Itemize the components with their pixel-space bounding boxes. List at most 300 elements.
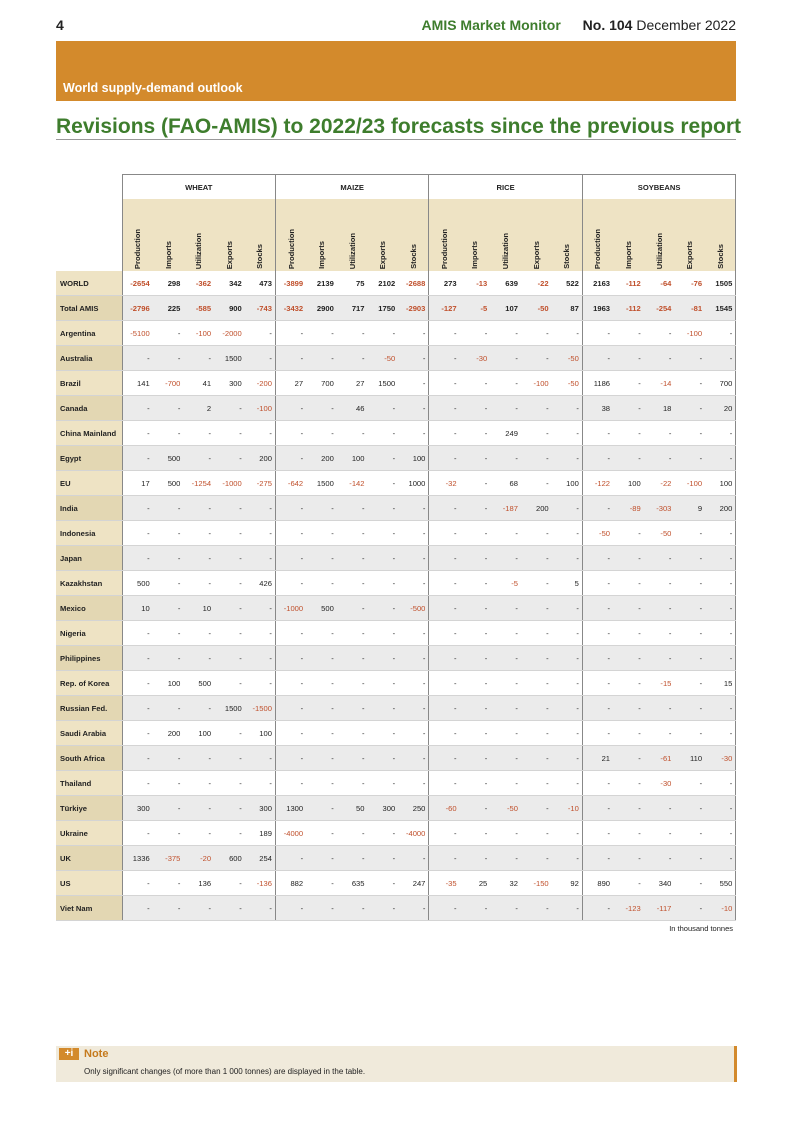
table-cell: 249 <box>490 421 521 446</box>
variable-header-label: Production <box>439 228 449 269</box>
table-cell: - <box>613 846 644 871</box>
variable-header-label: Exports <box>224 240 234 269</box>
table-cell: -14 <box>644 371 675 396</box>
table-cell: - <box>153 896 184 921</box>
table-cell: - <box>674 421 705 446</box>
table-cell: - <box>490 396 521 421</box>
table-cell: - <box>275 621 306 646</box>
table-cell: - <box>674 546 705 571</box>
table-cell: -89 <box>613 496 644 521</box>
table-cell: - <box>644 596 675 621</box>
table-cell: - <box>490 846 521 871</box>
table-cell: - <box>674 371 705 396</box>
table-cell: - <box>552 446 583 471</box>
country-name: EU <box>56 471 122 496</box>
table-cell: - <box>521 471 552 496</box>
table-cell: 10 <box>122 596 153 621</box>
table-cell: - <box>429 896 460 921</box>
country-name: Canada <box>56 396 122 421</box>
table-cell: - <box>644 321 675 346</box>
table-cell: - <box>552 421 583 446</box>
table-cell: -1000 <box>275 596 306 621</box>
table-cell: - <box>460 646 491 671</box>
table-cell: -4000 <box>275 821 306 846</box>
table-cell: - <box>674 721 705 746</box>
table-cell: - <box>214 771 245 796</box>
table-cell: 635 <box>337 871 368 896</box>
table-cell: - <box>490 821 521 846</box>
table-cell: - <box>705 821 736 846</box>
table-cell: 2139 <box>306 271 337 296</box>
table-cell: 41 <box>183 371 214 396</box>
table-cell: - <box>521 621 552 646</box>
table-cell: - <box>705 321 736 346</box>
table-cell: - <box>183 896 214 921</box>
table-cell: 473 <box>245 271 276 296</box>
variable-header <box>306 199 337 271</box>
table-cell: -76 <box>674 271 705 296</box>
table-cell: - <box>306 696 337 721</box>
table-cell: - <box>644 571 675 596</box>
table-cell: - <box>214 521 245 546</box>
table-cell: - <box>521 571 552 596</box>
table-cell: - <box>613 346 644 371</box>
table-cell: - <box>490 746 521 771</box>
table-row <box>56 371 736 396</box>
variable-header <box>613 199 644 271</box>
table-cell: - <box>183 346 214 371</box>
table-cell: - <box>705 646 736 671</box>
table-cell: - <box>306 796 337 821</box>
table-row <box>56 646 736 671</box>
country-name: Russian Fed. <box>56 696 122 721</box>
table-cell: - <box>613 521 644 546</box>
table-cell: -10 <box>552 796 583 821</box>
table-cell: - <box>644 621 675 646</box>
table-cell: 1300 <box>275 796 306 821</box>
table-cell: -112 <box>613 271 644 296</box>
table-cell: - <box>552 596 583 621</box>
table-cell: - <box>245 746 276 771</box>
table-cell: 1500 <box>368 371 399 396</box>
variable-header-label: Utilization <box>347 232 357 269</box>
table-cell: - <box>153 596 184 621</box>
table-cell: -3899 <box>275 271 306 296</box>
table-cell: 300 <box>368 796 399 821</box>
table-cell: - <box>582 571 613 596</box>
table-cell: - <box>644 721 675 746</box>
table-cell: -150 <box>521 871 552 896</box>
commodity-header: RICE <box>429 175 582 200</box>
table-cell: 426 <box>245 571 276 596</box>
table-cell: - <box>490 721 521 746</box>
table-cell: - <box>429 671 460 696</box>
table-cell: - <box>214 871 245 896</box>
table-cell: - <box>674 696 705 721</box>
table-cell: -100 <box>674 471 705 496</box>
table-cell: - <box>122 646 153 671</box>
table-cell: - <box>398 621 429 646</box>
table-cell: 100 <box>552 471 583 496</box>
table-cell: - <box>613 596 644 621</box>
table-cell: - <box>337 671 368 696</box>
table-cell: -275 <box>245 471 276 496</box>
table-cell: - <box>214 896 245 921</box>
table-cell: - <box>368 321 399 346</box>
table-cell: 550 <box>705 871 736 896</box>
table-cell: - <box>337 721 368 746</box>
table-cell: - <box>490 896 521 921</box>
table-cell: - <box>674 796 705 821</box>
variable-header-label: Production <box>593 228 603 269</box>
variable-header-label: Utilization <box>194 232 204 269</box>
table-cell: -3432 <box>275 296 306 321</box>
table-cell: 189 <box>245 821 276 846</box>
table-cell: - <box>552 821 583 846</box>
variable-header <box>552 199 583 271</box>
table-cell: - <box>613 321 644 346</box>
table-cell: -4000 <box>398 821 429 846</box>
table-cell: - <box>613 646 644 671</box>
table-cell: - <box>582 446 613 471</box>
table-cell: - <box>245 896 276 921</box>
table-cell: 1336 <box>122 846 153 871</box>
table-cell: - <box>613 821 644 846</box>
table-cell: - <box>245 646 276 671</box>
table-cell: 20 <box>705 396 736 421</box>
table-cell: - <box>705 446 736 471</box>
table-cell: - <box>153 646 184 671</box>
table-cell: 92 <box>552 871 583 896</box>
table-cell: - <box>582 346 613 371</box>
table-cell: -1254 <box>183 471 214 496</box>
table-cell: - <box>153 696 184 721</box>
variable-header <box>368 199 399 271</box>
table-cell: - <box>153 421 184 446</box>
table-cell: - <box>245 546 276 571</box>
table-cell: - <box>153 571 184 596</box>
country-name: Egypt <box>56 446 122 471</box>
table-cell: - <box>275 721 306 746</box>
table-cell: -2654 <box>122 271 153 296</box>
table-cell: - <box>460 721 491 746</box>
table-cell: - <box>674 396 705 421</box>
table-cell: 700 <box>306 371 337 396</box>
note-text: Only significant changes (of more than 1 000 tonnes) are displayed in the table. <box>84 1067 366 1076</box>
country-name: Ukraine <box>56 821 122 846</box>
table-cell: 1500 <box>306 471 337 496</box>
table-cell: - <box>368 521 399 546</box>
table-cell: - <box>521 846 552 871</box>
table-cell: - <box>521 671 552 696</box>
table-cell: - <box>460 821 491 846</box>
table-cell: - <box>245 496 276 521</box>
revisions-table <box>56 174 736 921</box>
variable-header-label: Utilization <box>654 232 664 269</box>
table-cell: - <box>306 771 337 796</box>
table-cell: - <box>368 596 399 621</box>
table-cell: - <box>368 871 399 896</box>
table-cell: - <box>214 746 245 771</box>
table-cell: -5 <box>490 571 521 596</box>
table-cell: - <box>582 846 613 871</box>
table-cell: - <box>214 721 245 746</box>
table-cell: - <box>429 696 460 721</box>
commodity-header: SOYBEANS <box>582 175 735 200</box>
table-cell: - <box>521 521 552 546</box>
table-cell: - <box>552 896 583 921</box>
table-cell: - <box>582 721 613 746</box>
table-cell: - <box>613 396 644 421</box>
table-cell: -743 <box>245 296 276 321</box>
country-name: India <box>56 496 122 521</box>
table-cell: - <box>398 746 429 771</box>
publication-title: AMIS Market Monitor <box>421 17 561 33</box>
table-cell: - <box>613 621 644 646</box>
table-cell: - <box>337 571 368 596</box>
table-cell: -50 <box>490 796 521 821</box>
table-cell: -2796 <box>122 296 153 321</box>
table-cell: 17 <box>122 471 153 496</box>
table-cell: - <box>153 746 184 771</box>
table-cell: - <box>368 496 399 521</box>
table-cell: - <box>122 346 153 371</box>
table-cell: -22 <box>644 471 675 496</box>
table-cell: -362 <box>183 271 214 296</box>
table-cell: - <box>521 346 552 371</box>
table-cell: - <box>398 321 429 346</box>
note-title: Note <box>84 1048 109 1060</box>
table-cell: - <box>490 771 521 796</box>
table-cell: 300 <box>122 796 153 821</box>
table-cell: - <box>490 521 521 546</box>
table-cell: 500 <box>153 446 184 471</box>
table-cell: - <box>368 446 399 471</box>
country-name: Nigeria <box>56 621 122 646</box>
table-cell: - <box>705 721 736 746</box>
table-cell: - <box>337 321 368 346</box>
table-cell: 225 <box>153 296 184 321</box>
country-name: Viet Nam <box>56 896 122 921</box>
table-cell: -20 <box>183 846 214 871</box>
blank-corner <box>56 199 122 271</box>
table-cell: - <box>306 746 337 771</box>
table-cell: - <box>122 746 153 771</box>
table-cell: - <box>306 546 337 571</box>
table-cell: - <box>552 671 583 696</box>
variable-header <box>460 199 491 271</box>
table-cell: -142 <box>337 471 368 496</box>
table-row <box>56 546 736 571</box>
table-cell: - <box>674 646 705 671</box>
title-divider <box>56 139 736 140</box>
variable-header <box>674 199 705 271</box>
table-cell: - <box>275 896 306 921</box>
country-name: Japan <box>56 546 122 571</box>
table-cell: 882 <box>275 871 306 896</box>
table-cell: -123 <box>613 896 644 921</box>
table-cell: - <box>368 721 399 746</box>
table-cell: 200 <box>153 721 184 746</box>
table-cell: -2688 <box>398 271 429 296</box>
table-cell: - <box>582 596 613 621</box>
table-cell: - <box>275 346 306 371</box>
table-cell: -22 <box>521 271 552 296</box>
table-cell: - <box>705 346 736 371</box>
table-cell: - <box>460 371 491 396</box>
table-cell: -200 <box>245 371 276 396</box>
table-cell: 15 <box>705 671 736 696</box>
table-cell: -127 <box>429 296 460 321</box>
table-row <box>56 846 736 871</box>
variable-header <box>183 199 214 271</box>
table-cell: 2163 <box>582 271 613 296</box>
table-cell: - <box>644 346 675 371</box>
country-name: Kazakhstan <box>56 571 122 596</box>
table-cell: 522 <box>552 271 583 296</box>
table-cell: - <box>306 321 337 346</box>
table-cell: 247 <box>398 871 429 896</box>
table-cell: - <box>245 771 276 796</box>
table-cell: - <box>337 421 368 446</box>
table-cell: - <box>460 771 491 796</box>
table-cell: - <box>153 621 184 646</box>
table-cell: 27 <box>275 371 306 396</box>
table-row <box>56 671 736 696</box>
table-row <box>56 471 736 496</box>
variable-header-label: Imports <box>470 241 480 269</box>
issue-date: December 2022 <box>636 17 736 33</box>
table-cell: 1500 <box>214 696 245 721</box>
table-cell: - <box>122 446 153 471</box>
table-cell: - <box>644 446 675 471</box>
table-cell: - <box>306 646 337 671</box>
table-cell: - <box>521 896 552 921</box>
table-cell: - <box>521 396 552 421</box>
table-cell: - <box>582 821 613 846</box>
table-cell: - <box>183 546 214 571</box>
commodity-header-row <box>56 175 736 200</box>
table-row <box>56 346 736 371</box>
table-cell: - <box>153 521 184 546</box>
table-cell: 1545 <box>705 296 736 321</box>
table-row <box>56 496 736 521</box>
table-cell: - <box>552 496 583 521</box>
table-cell: 100 <box>183 721 214 746</box>
table-cell: 100 <box>398 446 429 471</box>
page-number: 4 <box>56 17 64 33</box>
table-cell: - <box>183 521 214 546</box>
table-cell: - <box>460 596 491 621</box>
table-cell: - <box>337 771 368 796</box>
info-icon: +i <box>59 1048 79 1060</box>
table-cell: - <box>122 496 153 521</box>
table-cell: 700 <box>705 371 736 396</box>
table-cell: 100 <box>153 671 184 696</box>
issue-number: No. 104 <box>582 17 633 33</box>
table-cell: - <box>368 771 399 796</box>
table-cell: - <box>705 596 736 621</box>
table-cell: 9 <box>674 496 705 521</box>
table-cell: 110 <box>674 746 705 771</box>
variable-header-label: Imports <box>623 241 633 269</box>
table-cell: - <box>613 571 644 596</box>
table-cell: - <box>521 546 552 571</box>
table-cell: - <box>183 421 214 446</box>
table-cell: - <box>153 346 184 371</box>
table-cell: - <box>368 646 399 671</box>
table-cell: 100 <box>337 446 368 471</box>
variable-header-label: Stocks <box>715 244 725 269</box>
table-cell: - <box>644 796 675 821</box>
variable-header <box>214 199 245 271</box>
table-cell: 2 <box>183 396 214 421</box>
variable-header-label: Exports <box>531 240 541 269</box>
variable-header <box>275 199 306 271</box>
table-cell: - <box>552 746 583 771</box>
country-name: South Africa <box>56 746 122 771</box>
table-cell: - <box>521 696 552 721</box>
table-row <box>56 721 736 746</box>
table-cell: - <box>214 671 245 696</box>
table-cell: - <box>245 421 276 446</box>
table-cell: -700 <box>153 371 184 396</box>
table-cell: - <box>429 821 460 846</box>
table-cell: 900 <box>214 296 245 321</box>
table-cell: - <box>705 696 736 721</box>
table-cell: - <box>521 771 552 796</box>
table-cell: - <box>490 321 521 346</box>
table-cell: -64 <box>644 271 675 296</box>
variable-header-label: Stocks <box>255 244 265 269</box>
table-cell: - <box>644 821 675 846</box>
table-cell: - <box>674 896 705 921</box>
table-cell: - <box>183 646 214 671</box>
table-cell: 500 <box>183 671 214 696</box>
table-cell: - <box>275 646 306 671</box>
table-cell: - <box>337 596 368 621</box>
table-row <box>56 571 736 596</box>
country-name: Saudi Arabia <box>56 721 122 746</box>
section-label: World supply-demand outlook <box>63 81 243 95</box>
table-cell: - <box>122 721 153 746</box>
table-cell: - <box>275 521 306 546</box>
section-banner <box>56 41 736 101</box>
table-cell: - <box>183 771 214 796</box>
table-cell: - <box>122 396 153 421</box>
table-row <box>56 696 736 721</box>
table-cell: - <box>644 696 675 721</box>
variable-header <box>398 199 429 271</box>
table-cell: -30 <box>644 771 675 796</box>
variable-header-label: Imports <box>316 241 326 269</box>
table-cell: - <box>674 671 705 696</box>
variable-header <box>490 199 521 271</box>
table-cell: - <box>245 621 276 646</box>
table-cell: -100 <box>521 371 552 396</box>
table-cell: - <box>490 621 521 646</box>
variable-header-label: Production <box>286 228 296 269</box>
table-cell: - <box>552 546 583 571</box>
table-cell: -585 <box>183 296 214 321</box>
table-cell: - <box>214 571 245 596</box>
table-cell: - <box>674 346 705 371</box>
table-cell: - <box>122 671 153 696</box>
table-cell: - <box>398 771 429 796</box>
table-cell: -81 <box>674 296 705 321</box>
table-cell: 500 <box>122 571 153 596</box>
table-cell: - <box>275 446 306 471</box>
